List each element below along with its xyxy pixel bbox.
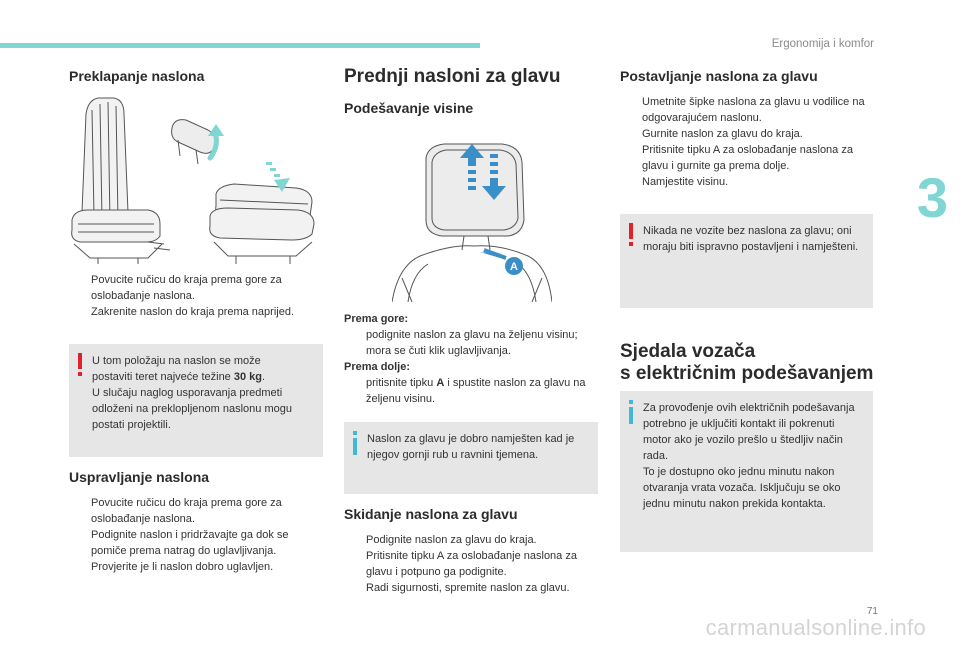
installing-steps-list — [620, 94, 876, 190]
list-item: Pritisnite tipku A za oslobađanje naslona za glavu i gurnite ga prema dolje. — [642, 144, 853, 172]
info-text: Za provođenje ovih električnih podešavanja potrebno je uključiti kontakt ili pokrenuti motor ako je vozilo prešlo u štedljiv način rada. To je dostupno oko jednu minutu nakon otvaranja vrata vozača. Isključuju se oko jednu minutu nakon prekida kontakta. — [643, 402, 855, 510]
list-item: Povucite ručicu do kraja prema gore za oslobađanje naslona. — [91, 274, 282, 302]
button-a-label: A — [510, 261, 518, 273]
top-accent-bar — [0, 43, 480, 48]
folding-steps-list — [69, 272, 324, 320]
seat-folding-illustration — [68, 92, 323, 264]
warning-text: Nikada ne vozite bez naslona za glavu; oni moraju biti ispravno postavljeni i namješteni. — [643, 225, 859, 253]
list-item: Gurnite naslon za glavu do kraja. — [642, 128, 803, 140]
watermark: carmanualsonline.info — [705, 615, 926, 640]
main-title-headrests: Prednji nasloni za glavu — [344, 66, 561, 87]
warning-exclamation-icon — [76, 353, 84, 377]
warning-text: U tom položaju na naslon se može postaviti teret najveće težine 30 kg. U slučaju naglog usporavanja predmeti odloženi na preklopljenom naslonu mogu postati projektili. — [92, 355, 292, 431]
info-icon — [351, 431, 359, 455]
main-title-electric-seats: Sjedala vozača s električnim podešavanjem — [620, 341, 874, 384]
list-item: Radi sigurnosti, spremite naslon za glavu. — [366, 582, 570, 594]
list-item: Pritisnite tipku A za oslobađanje naslona za glavu i potpuno ga podignite. — [366, 550, 577, 578]
chapter-title: Ergonomija i komfor — [771, 38, 874, 50]
list-item: Povucite ručicu do kraja prema gore za oslobađanje naslona. — [91, 497, 282, 525]
section-title-installing: Postavljanje naslona za glavu — [620, 68, 818, 84]
chapter-number: 3 — [916, 166, 948, 229]
height-instructions — [344, 311, 600, 407]
warning-exclamation-icon — [627, 223, 635, 247]
info-icon — [627, 400, 635, 424]
up-item: podignite naslon za glavu na željenu visinu; mora se čuti klik uglavljivanja. — [366, 329, 578, 357]
up-label: Prema gore: — [344, 313, 409, 325]
page-number: 71 — [866, 606, 878, 617]
raising-steps-list — [69, 495, 324, 575]
info-box-electric — [620, 391, 873, 552]
warning-box-headrest — [620, 214, 873, 308]
warning-box-load — [69, 344, 323, 457]
headrest-height-illustration — [392, 128, 552, 302]
list-item: Podignite naslon za glavu do kraja. — [366, 534, 537, 546]
down-item: pritisnite tipku A i spustite naslon za glavu na željenu visinu. — [366, 377, 586, 405]
list-item: Namjestite visinu. — [642, 176, 729, 188]
list-item: Umetnite šipke naslona za glavu u vodilice na odgovarajućem naslonu. — [642, 96, 865, 124]
info-text: Naslon za glavu je dobro namješten kad je njegov gornji rub u ravnini tjemena. — [367, 433, 575, 461]
section-title-folding: Preklapanje naslona — [69, 68, 205, 84]
list-item: Podignite naslon i pridržavajte ga dok se pomiče prema natrag do uglavljivanja. — [91, 529, 289, 557]
section-title-height: Podešavanje visine — [344, 100, 474, 116]
removal-steps-list — [344, 532, 600, 596]
list-item: Zakrenite naslon do kraja prema naprijed. — [91, 306, 295, 318]
list-item: Provjerite je li naslon dobro uglavljen. — [91, 561, 274, 573]
down-label: Prema dolje: — [344, 361, 411, 373]
section-title-raising: Uspravljanje naslona — [69, 469, 210, 485]
section-title-removal: Skidanje naslona za glavu — [344, 506, 518, 522]
info-box-headrest — [344, 422, 598, 494]
